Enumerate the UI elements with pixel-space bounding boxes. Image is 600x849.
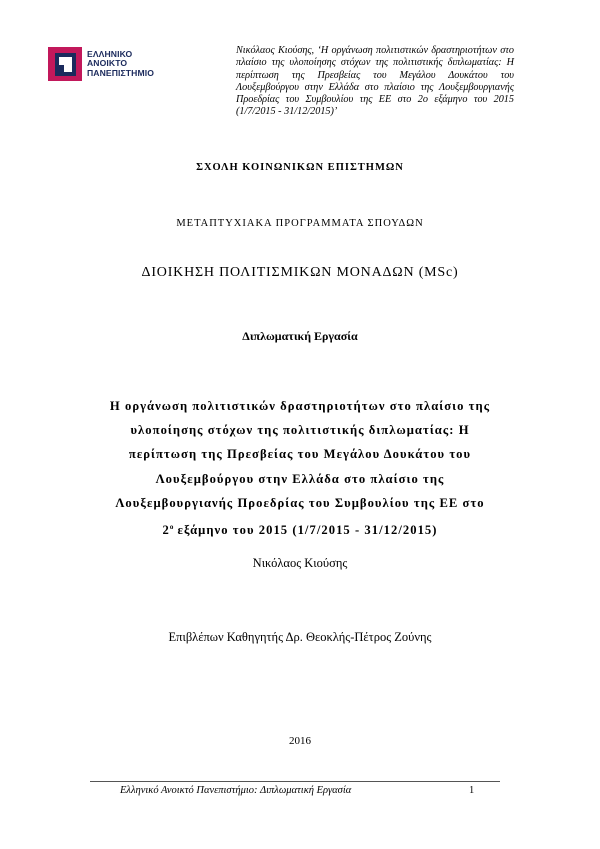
- title-semester-rest: εξάμηνο του 2015 (1/7/2015 - 31/12/2015): [173, 523, 438, 538]
- page-number: 1: [469, 785, 475, 796]
- logo-line-2: ΑΝΟΙΚΤΟ: [87, 58, 128, 69]
- title-semester-ordinal: ο: [169, 523, 174, 532]
- logo-line-1: ΕΛΛΗΝΙΚΟ: [87, 48, 133, 59]
- title-line-3: περίπτωση της Πρεσβείας του Μεγάλου Δουκάτου του: [128, 447, 472, 462]
- author-name: Νικόλαος Κιούσης: [252, 556, 348, 570]
- programs-name: ΜΕΤΑΠΤΥΧΙΑΚΑ ΠΡΟΓΡΑΜΜΑΤΑ ΣΠΟΥΔΩΝ: [176, 218, 424, 229]
- logo-line-3: ΠΑΝΕΠΙΣΤΗΜΙΟ: [87, 67, 154, 78]
- thesis-label: Διπλωματική Εργασία: [242, 329, 358, 343]
- title-line-2: υλοποίησης στόχων της πολιτιστικής διπλωματίας: Η: [130, 423, 470, 438]
- supervisor: Επιβλέπων Καθηγητής Δρ. Θεοκλής-Πέτρος Ζούνης: [168, 630, 432, 644]
- school-name: ΣΧΟΛΗ ΚΟΙΝΩΝΙΚΩΝ ΕΠΙΣΤΗΜΩΝ: [196, 162, 404, 173]
- footer-divider: [90, 781, 500, 782]
- thesis-title: [80, 394, 520, 542]
- university-logo: [48, 44, 168, 84]
- title-line-5: Λουξεμβουργιανής Προεδρίας του Συμβουλίου της ΕΕ στο: [115, 495, 485, 510]
- year: 2016: [289, 735, 311, 747]
- footer-text: Ελληνικό Ανοικτό Πανεπιστήμιο: Διπλωματική Εργασία: [120, 785, 352, 796]
- university-logo-icon: [48, 47, 82, 81]
- title-line-6: [80, 515, 520, 542]
- university-logo-text: [87, 50, 154, 79]
- title-line-4: Λουξεμβούργου στην Ελλάδα στο πλαίσιο της: [155, 471, 445, 486]
- program-title: ΔΙΟΙΚΗΣΗ ΠΟΛΙΤΙΣΜΙΚΩΝ ΜΟΝΑΔΩΝ (MSc): [141, 265, 459, 280]
- title-line-1: Η οργάνωση πολιτιστικών δραστηριοτήτων στο πλαίσιο της: [109, 399, 491, 413]
- header-citation: Νικόλαος Κιούσης, ‘Η οργάνωση πολιτιστικών δραστηριοτήτων στο πλαίσιο της υλοποίησης στόχων της πολιτιστικής διπλωματίας: Η περίπτωση της Πρεσβείας του Μεγάλου Δουκάτου του Λουξεμβούργου στην Ελλάδα στο πλαίσιο της Λουξεμβουργιανής Προεδρίας του Συμβουλίου της ΕΕ στο 2ο εξάμηνο του 2015 (1/7/2015 - 31/12/2015)’: [236, 45, 514, 118]
- title-semester-number: 2: [162, 523, 170, 538]
